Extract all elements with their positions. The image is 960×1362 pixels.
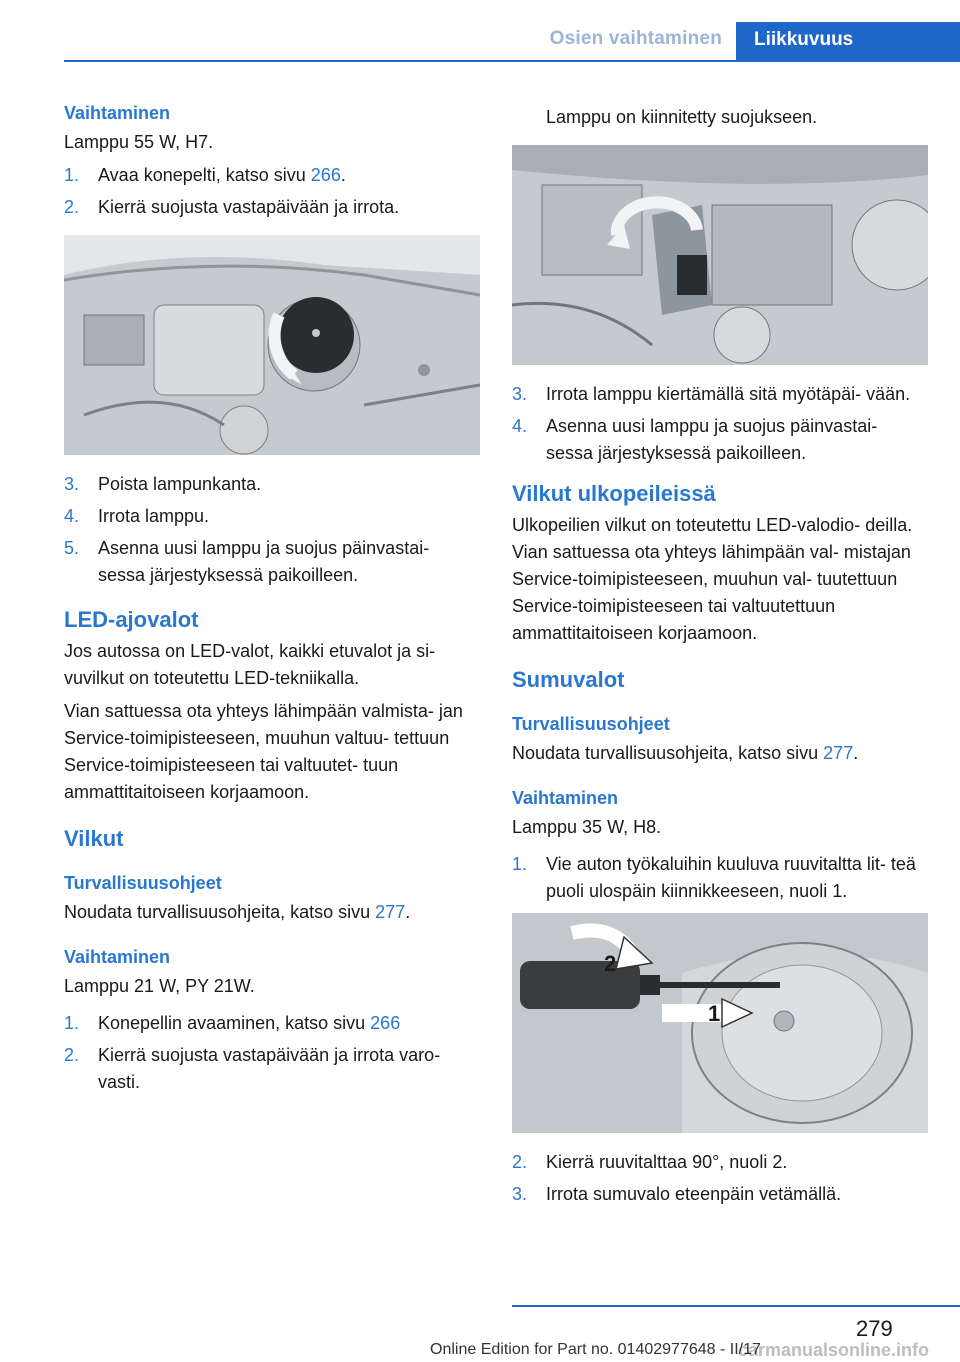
step-number: 3. [512,1184,528,1204]
mirror-indicator-text: Ulkopeilien vilkut on toteutettu LED-valodio‐ deilla. Vian sattuessa ota yhteys lähimpään val‐ mistajan Service-toimipisteeseen, muuhun val‐ tuutettuun Service-toimipisteeseen tai valtuutettuun ammattitaitoiseen korjaamoon. [512,515,913,643]
page-link[interactable]: 266 [370,1013,401,1033]
edition-note: Online Edition for Part no. 01402977648 - II/17 [430,1341,761,1358]
heading-sumuvalot: Sumuvalot [512,667,625,692]
steps-list [64,471,480,589]
step-number: 4. [64,506,80,526]
step-item [512,413,928,467]
heading-vilkut: Vilkut [64,826,124,851]
step-item [64,1010,480,1037]
safety-text-end: . [853,743,859,763]
step-text: Asenna uusi lamppu ja suojus päinvastai‐ sessa järjestyksessä paikoilleen. [546,416,878,463]
step-item [64,535,480,589]
led-paragraph-2: Vian sattuessa ota yhteys lähimpään valmista‐ jan Service-toimipisteeseen, muuhun valtuu‐ tettuun Service-toimipisteeseen tai valtuutet‐ tuun ammattitaitoiseen korjaamoon. [64,701,463,802]
step-item [512,381,928,408]
page-number: 279 [856,1316,893,1341]
step-text: Kierrä ruuvitalttaa 90°, nuoli 2. [546,1152,788,1172]
steps-list [64,162,480,221]
step-item [512,851,928,905]
step-number: 3. [512,384,528,404]
safety-text [64,899,480,926]
step-item [512,1149,928,1176]
steps-list [512,851,928,905]
step-text: Kierrä suojusta vastapäivään ja irrota. [98,197,400,217]
step-number: 2. [512,1152,528,1172]
step-item [512,1181,928,1208]
step-item [64,162,480,189]
heading-vaihtaminen: Vaihtaminen [512,788,619,808]
step-text: Irrota lamppu kiertämällä sitä myötäpäi‐ vään. [546,384,911,404]
lamp-spec: Lamppu 55 W, H7. [64,132,214,152]
arrow-label-1: 1 [708,1001,721,1026]
watermark: carmanualsonline.info [738,1340,930,1360]
safety-text-end: . [405,902,411,922]
step-number: 4. [512,416,528,436]
heading-turvallisuusohjeet: Turvallisuusohjeet [512,714,670,734]
step-number: 1. [64,165,80,185]
header-section-title: Osien vaihtaminen [549,28,722,49]
step-text: Avaa konepelti, katso sivu [98,165,311,185]
lamp-in-cover-illustration [512,145,928,365]
headlight-cover-illustration [64,235,480,455]
step-number: 3. [64,474,80,494]
heading-led-ajovalot: LED-ajovalot [64,607,199,632]
lamp-attached-note: Lamppu on kiinnitetty suojukseen. [546,107,818,127]
footer-rule [512,1305,960,1307]
page-link[interactable]: 277 [823,743,854,763]
heading-turvallisuusohjeet: Turvallisuusohjeet [64,873,222,893]
steps-list [512,381,928,467]
step-text: Vie auton työkaluihin kuuluva ruuvitaltta lit‐ teä puoli ulospäin kiinnikkeeseen, nuoli 1. [546,854,916,901]
step-text: Kierrä suojusta vastapäivään ja irrota varo‐ vasti. [98,1045,441,1092]
step-text: Konepellin avaaminen, katso sivu [98,1013,371,1033]
step-text: Irrota lamppu. [98,506,210,526]
right-column [512,100,928,1213]
step-number: 5. [64,538,80,558]
left-column [64,100,480,1101]
step-item [64,471,480,498]
step-text: Irrota sumuvalo eteenpäin vetämällä. [546,1184,842,1204]
step-text: Poista lampunkanta. [98,474,262,494]
page-link[interactable]: 266 [310,165,341,185]
lamp-spec: Lamppu 35 W, H8. [512,817,662,837]
step-item [64,1042,480,1096]
page-header [0,0,960,62]
fog-light-screwdriver-illustration [512,913,928,1133]
step-number: 2. [64,1045,80,1065]
step-number: 1. [64,1013,80,1033]
heading-vilkut-ulkopeileissa: Vilkut ulkopeileissä [512,481,716,506]
header-chapter-tab: Liikkuvuus [736,22,960,62]
steps-list [512,1149,928,1208]
header-rule [64,60,960,62]
lamp-spec: Lamppu 21 W, PY 21W. [64,976,255,996]
step-number: 1. [512,854,528,874]
step-item [64,503,480,530]
step-text: Asenna uusi lamppu ja suojus päinvastai‐ sessa järjestyksessä paikoilleen. [98,538,430,585]
page-link[interactable]: 277 [375,902,406,922]
heading-vaihtaminen: Vaihtaminen [64,103,171,123]
arrow-label-2: 2 [604,951,617,976]
step-number: 2. [64,197,80,217]
step-text-end: . [340,165,346,185]
steps-list [64,1010,480,1096]
safety-text-body: Noudata turvallisuusohjeita, katso sivu [512,743,824,763]
step-item [64,194,480,221]
safety-text [512,740,928,767]
heading-vaihtaminen: Vaihtaminen [64,947,171,967]
led-paragraph-1: Jos autossa on LED-valot, kaikki etuvalot ja si‐ vuvilkut on toteutettu LED-tekniikalla. [64,641,436,688]
safety-text-body: Noudata turvallisuusohjeita, katso sivu [64,902,376,922]
